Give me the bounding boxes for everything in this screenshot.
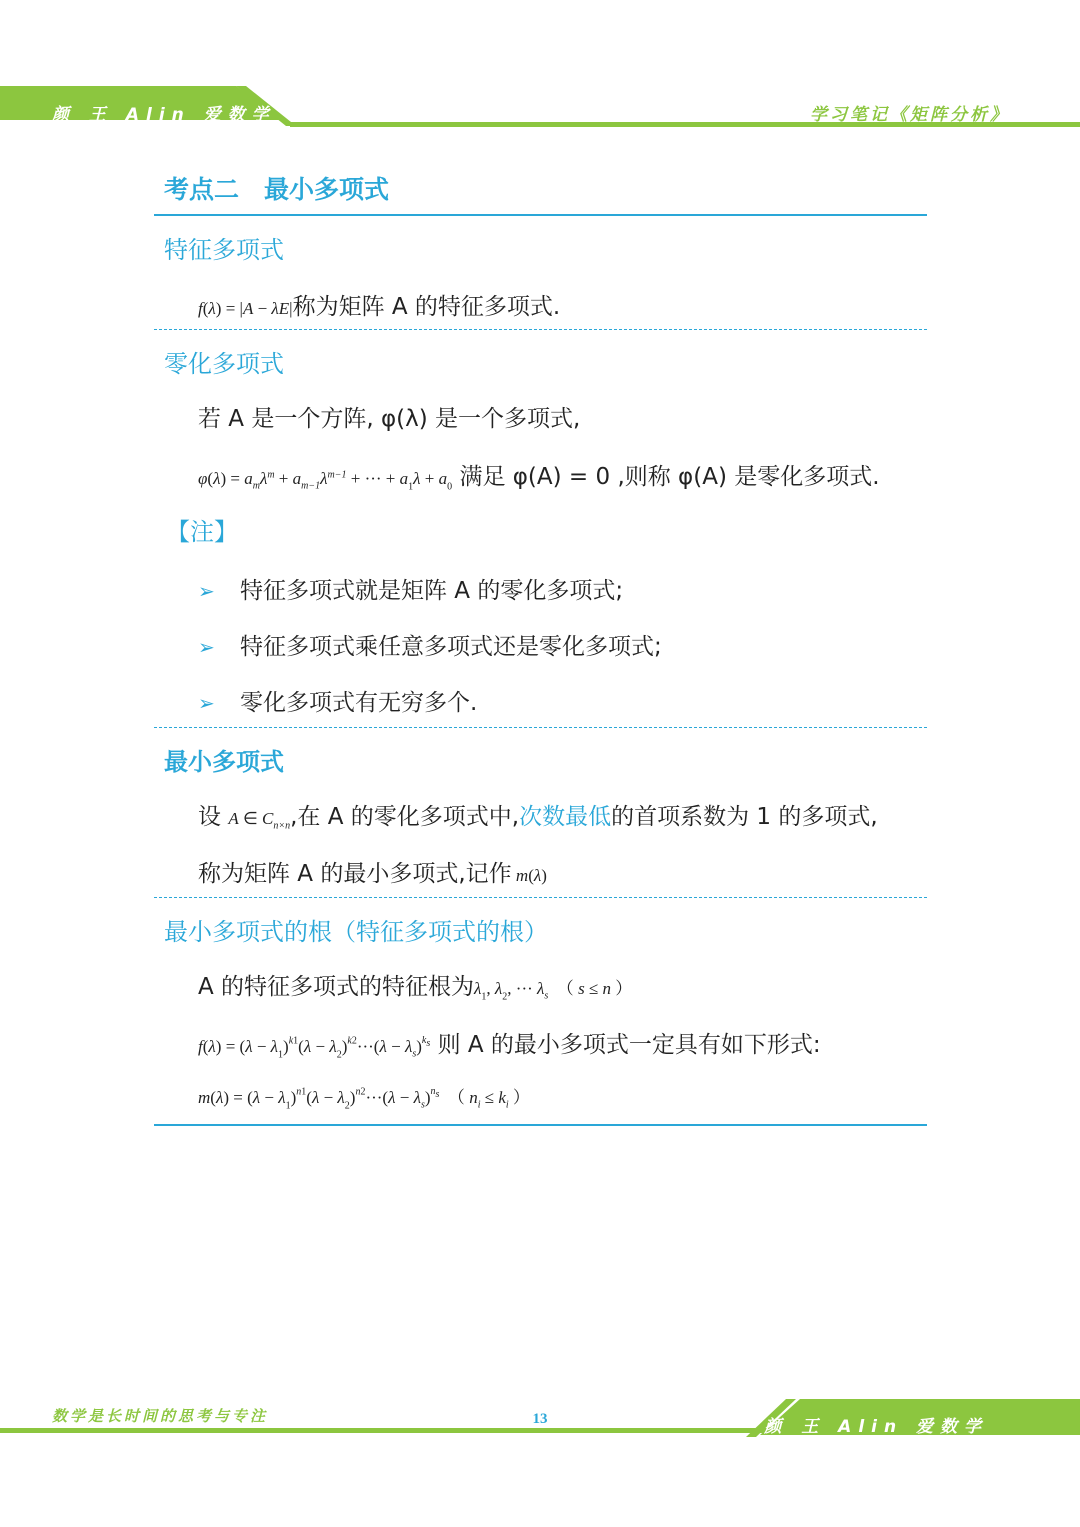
annihilating-formula: $\varphi(\lambda) = a_m\lambda^m + a_{m-1}\lambda^{m-1}$ + ··· + $a_1\lambda + a_0$ xyxy=(198,469,453,493)
roots-heading: 最小多项式的根（特征多项式的根） xyxy=(164,918,548,946)
annihilating-heading: 零化多项式 xyxy=(164,350,284,378)
note-item xyxy=(198,572,623,605)
roots-line-1: A 的特征多项式的特征根为$\lambda_1$, $\lambda_2$, ··· $\lambda_s$ （ s ≤ n ） xyxy=(198,974,633,1003)
highlight-lowest-degree: 次数最低 xyxy=(519,804,612,830)
arrow-bullet-icon: ➢ xyxy=(198,635,215,659)
bottom-rule xyxy=(154,1124,927,1126)
arrow-bullet-icon: ➢ xyxy=(198,691,215,715)
minimal-text: ,在 A 的零化多项式中, xyxy=(290,804,520,830)
minimal-heading: 最小多项式 xyxy=(164,748,284,776)
roots-text: A 的特征多项式的特征根为 xyxy=(198,974,475,1000)
divider xyxy=(154,897,927,898)
footer-brand: 颜 王 Alin 爱数学 xyxy=(764,1417,988,1437)
minimal-poly-formula: $m(\lambda) = (\lambda - \lambda_1)^{n1}(\lambda - \lambda_2)^{n2}\cdot\cdot\cdot(\lambda - \lambda_s)^{n_s}$ xyxy=(198,1086,440,1112)
note-item-text: 特征多项式就是矩阵 A 的零化多项式; xyxy=(240,578,624,604)
minimal-line-2: 称为矩阵 A 的最小多项式,记作 m(λ) xyxy=(198,861,547,887)
minimal-line-1: 设 A ∈ $C_{n\times n}$,在 A 的零化多项式中,次数最低的首项系数为 1 的多项式, xyxy=(198,804,878,832)
roots-line-2 xyxy=(198,1026,821,1061)
note-item-text: 零化多项式有无穷多个. xyxy=(240,690,478,716)
annihilating-line-2 xyxy=(198,458,880,493)
header-doc-title: 学习笔记《矩阵分析》 xyxy=(810,105,1010,125)
note-item-text: 特征多项式乘任意多项式还是零化多项式; xyxy=(240,634,662,660)
roots-line-3: $m(\lambda) = (\lambda - \lambda_1)^{n1}(\lambda - \lambda_2)^{n2}\cdot\cdot\cdot(\lambda - \lambda_s)^{n_s}$ （ $n_i \le k_i$ ） xyxy=(198,1083,530,1112)
char-poly-definition: f(λ) = |A − λE|称为矩阵 A 的特征多项式. xyxy=(198,294,561,320)
char-poly-formula: f xyxy=(198,299,203,318)
title-rule xyxy=(154,214,927,216)
roots-text: 则 A 的最小多项式一定具有如下形式: xyxy=(437,1032,821,1058)
note-item xyxy=(198,628,662,661)
section-title: 考点二 最小多项式 xyxy=(164,175,390,204)
annihilating-line-1: 若 A 是一个方阵, φ(λ) 是一个多项式, xyxy=(198,406,581,432)
note-item xyxy=(198,684,477,717)
footer-motto: 数学是长时间的思考与专注 xyxy=(52,1407,269,1425)
minimal-text: 的首项系数为 1 的多项式, xyxy=(611,804,878,830)
divider xyxy=(154,329,927,330)
divider xyxy=(154,727,927,728)
header-brand: 颜 王 Alin 爱数学 xyxy=(52,105,276,125)
annihilating-condition: 满足 φ(A) = 0 ,则称 φ(A) 是零化多项式. xyxy=(459,464,880,490)
note-label: 【注】 xyxy=(166,518,238,546)
char-poly-text: 称为矩阵 A 的特征多项式. xyxy=(292,294,561,320)
minimal-text: 称为矩阵 A 的最小多项式,记作 xyxy=(198,861,512,887)
page-number: 13 xyxy=(532,1411,548,1427)
char-poly-factored-formula: $f(\lambda) = (\lambda - \lambda_1)^{k1}(\lambda - \lambda_2)^{k2}\cdot\cdot\cdot(\lambda - \lambda_s)^{k_s}$ xyxy=(198,1035,431,1061)
arrow-bullet-icon: ➢ xyxy=(198,579,215,603)
char-poly-heading: 特征多项式 xyxy=(164,236,284,264)
